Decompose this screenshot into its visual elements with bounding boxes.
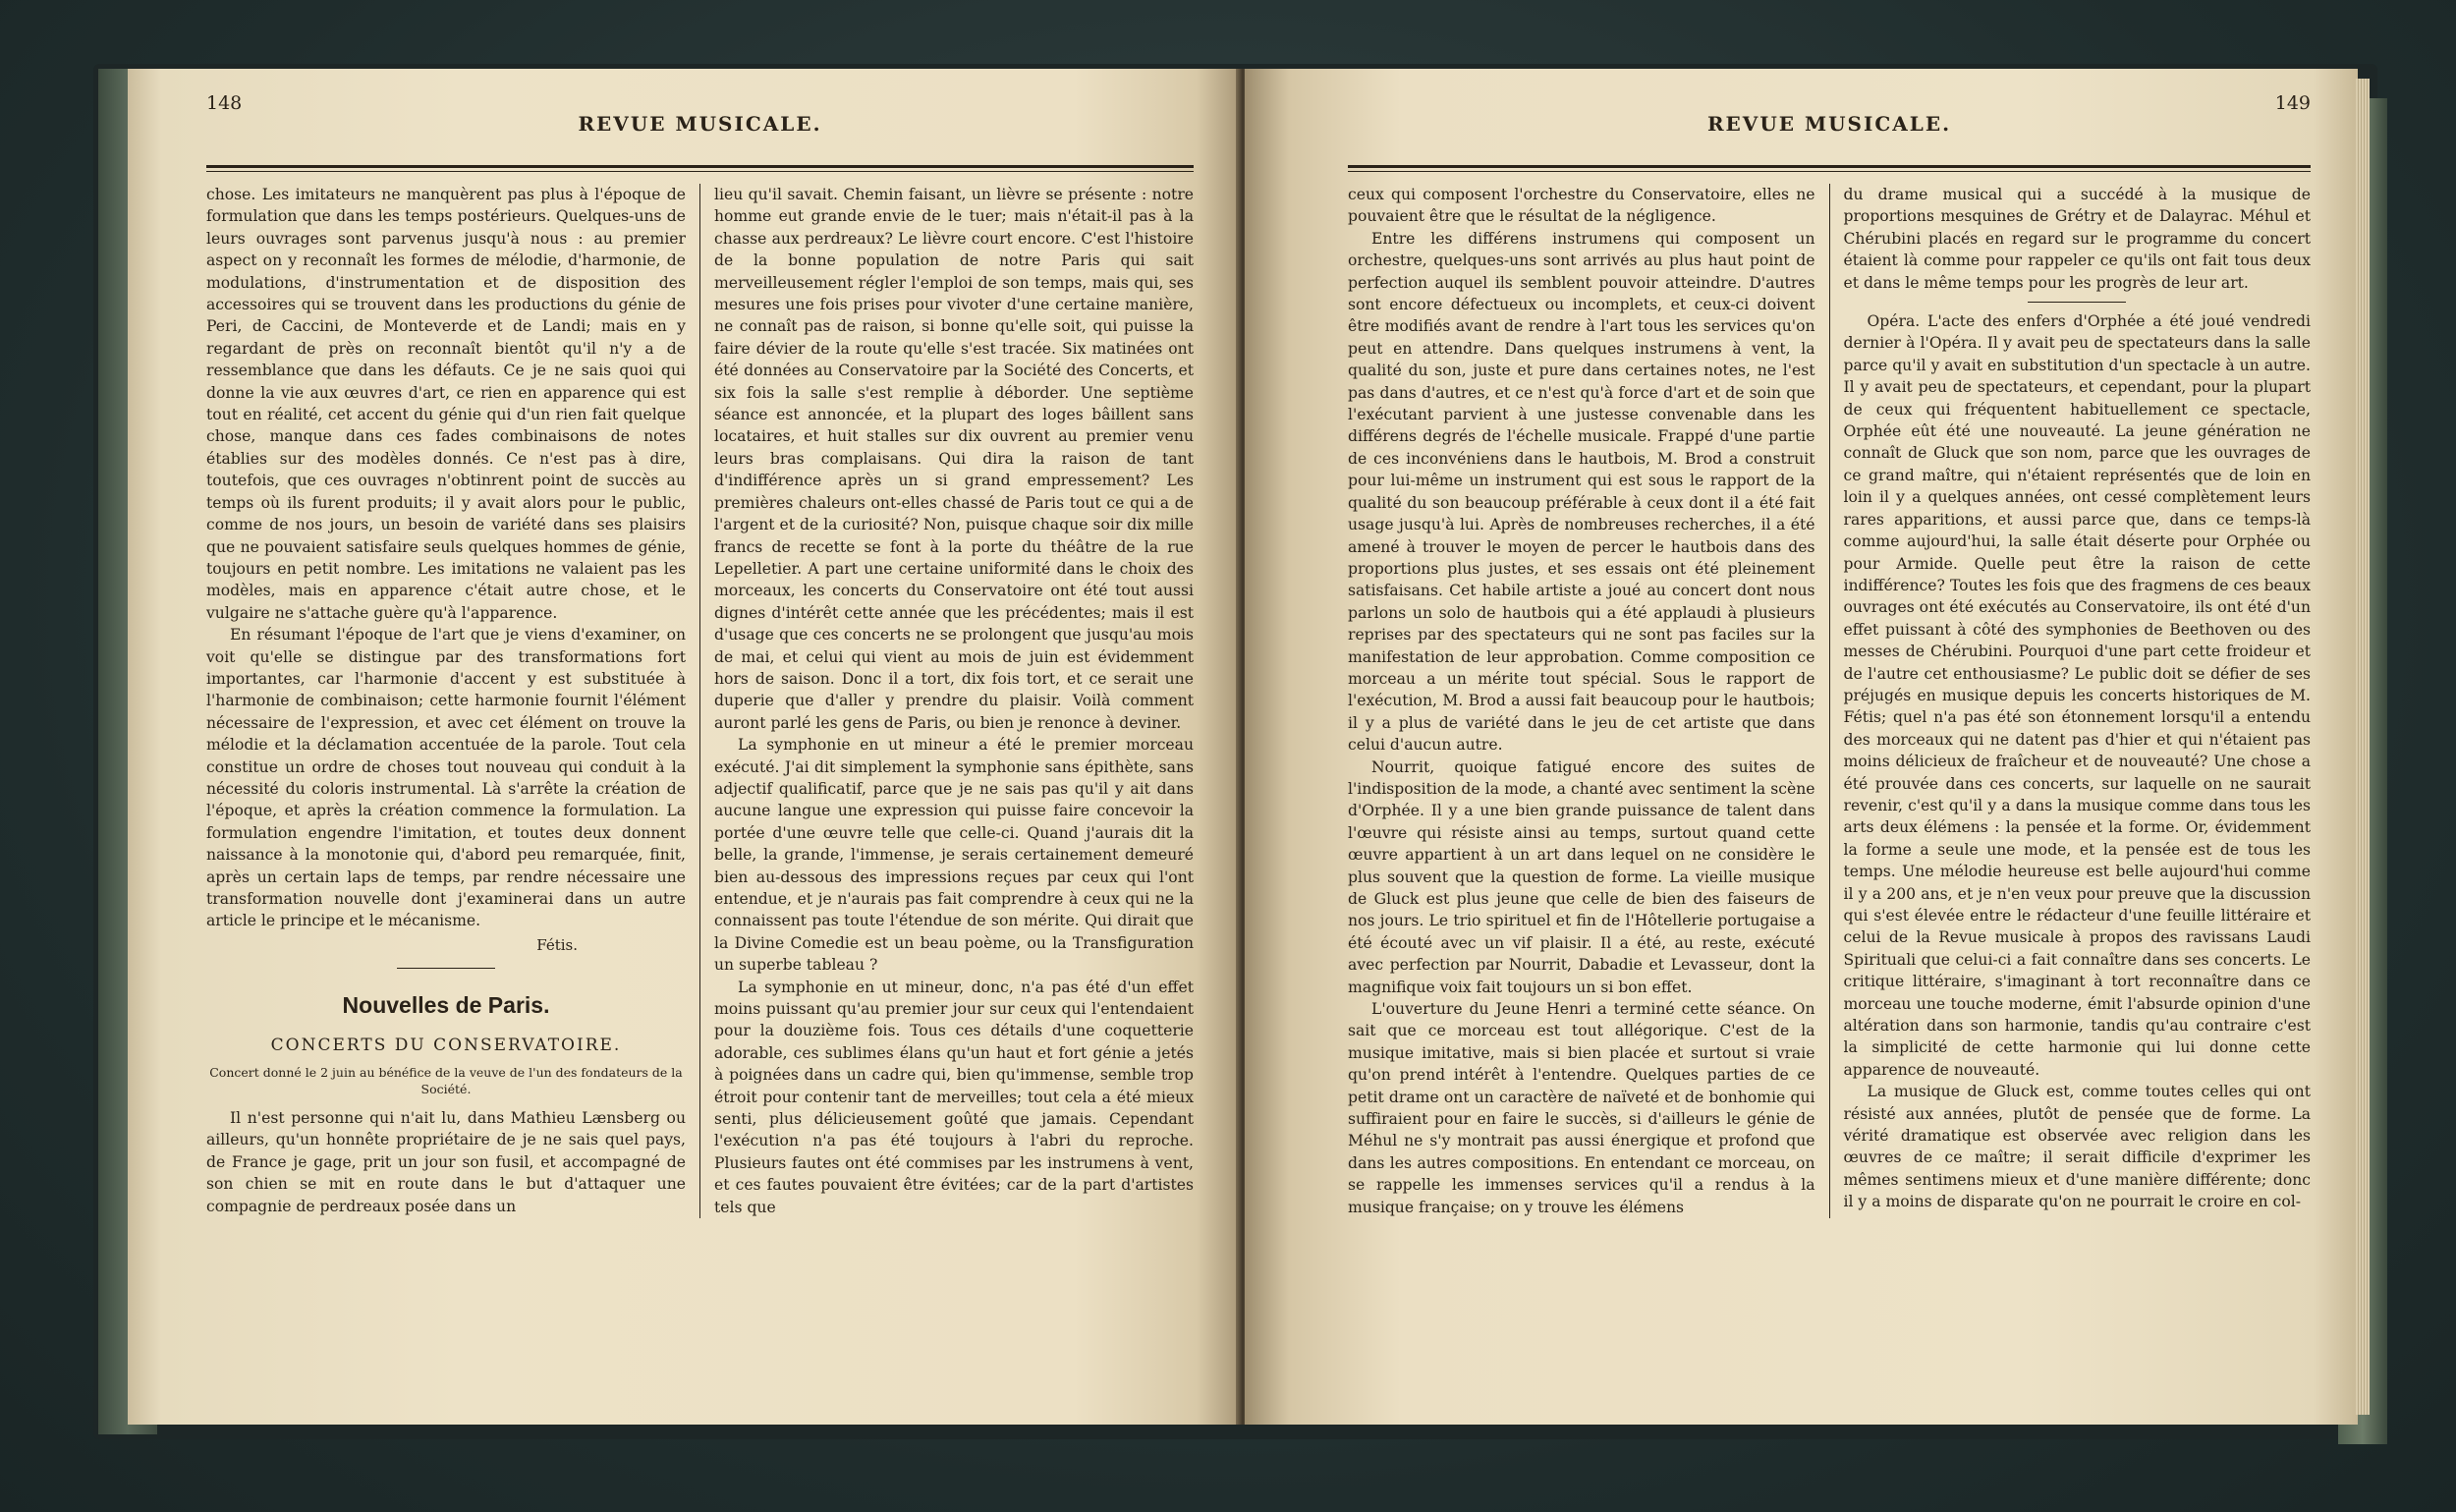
paragraph: La symphonie en ut mineur, donc, n'a pas été d'un effet moins puissant qu'au premier jour sur ceux qui l'entendaient pour la douzième fois. Tous ces détails d'une coquetterie adorable, ces sublimes élans qu'un haut et fort génie a jetés à poignées dans un cadre qui, bien qu'immense, semble trop étroit pour contenir tant de merveilles; tout cela a été mieux senti, plus délicieusement goûté que jamais. Cependant l'exécution n'a pas été toujours à l'abri du reproche. Plusieurs fautes ont été commises par les instrumens à vent, et ces fautes pouvaient être évitées; car de la part d'artistes tels que	[714, 978, 1194, 1216]
paragraph: La symphonie en ut mineur a été le premier morceau exécuté. J'ai dit simplement la symphonie sans épithète, sans adjectif qualificatif, parce que je ne sais pas qu'il y ait dans aucune langue une expression qui puisse faire concevoir la portée d'une œuvre telle que celle-ci. Quand j'aurais dit la belle, la grande, l'immense, je serais certainement demeuré bien au-dessous des impressions reçues par ceux qui l'ont entendue, et je n'aurais pas fait comprendre à ceux qui ne la connaissent pas toute l'étendue de son mérite. Qui dirait que la Divine Comedie est un beau poème, ou la Transfiguration un superbe tableau ?	[714, 736, 1194, 975]
left-page-column-2	[699, 184, 1194, 1218]
paragraph: La musique de Gluck est, comme toutes celles qui ont résisté aux années, plutôt de pensée que de forme. La vérité dramatique est observée avec religion dans les œuvres de ce maître; il serait difficile d'exprimer les mêmes sentimens mieux et d'une manière différente; donc il y a moins de disparate qu'on ne pourrait le croire en col-	[1843, 1083, 2311, 1211]
paragraph: Il n'est personne qui n'ait lu, dans Mathieu Lænsberg ou ailleurs, qu'un honnête propriétaire de je ne sais quel pays, de France je gage, prit un jour son fusil, et accompagné de son chien se mit en route dans le but d'attaquer une compagnie de perdreaux posée dans un	[206, 1109, 686, 1215]
page-edge-stack	[2356, 79, 2370, 1415]
left-header-rule	[206, 165, 1194, 172]
left-page	[128, 69, 1241, 1425]
right-page-number: 149	[2274, 92, 2311, 114]
section-divider	[397, 968, 495, 969]
paragraph: ceux qui composent l'orchestre du Conservatoire, elles ne pouvaient être que le résultat de la négligence.	[1348, 186, 1815, 226]
right-page-column-2	[1829, 184, 2312, 1218]
left-page-column-1	[206, 184, 699, 1218]
section-subtitle: CONCERTS DU CONSERVATOIRE.	[270, 1035, 622, 1055]
left-columns	[206, 184, 1194, 1218]
paragraph: du drame musical qui a succédé à la musique de proportions mesquines de Grétry et de Dalayrac. Méhul et Chérubini placés en regard sur le programme du concert étaient là comme pour rappeler ce qu'ils ont fait tous deux et dans le même temps pour les progrès de leur art.	[1843, 186, 2311, 292]
left-page-number: 148	[206, 92, 243, 114]
paragraph-divider	[2028, 302, 2126, 303]
section-note: Concert donné le 2 juin au bénéfice de la veuve de l'un des fondateurs de la Société.	[209, 1065, 683, 1097]
right-page-header	[1348, 83, 2311, 136]
right-page-column-1	[1348, 184, 1829, 1218]
paragraph: lieu qu'il savait. Chemin faisant, un lièvre se présente : notre homme eut grande envie de le tuer; mais n'était-il pas à la chasse aux perdreaux? Le lièvre court encore. C'est l'histoire de la bonne population de notre Paris qui sait merveilleusement régler l'emploi de son temps, mais qui, ses mesures une fois prises pour vivoter d'une certaine manière, ne connaît pas de raison, si bonne qu'elle soit, qui puisse la faire dévier de la route qu'elle s'est tracée. Six matinées ont été données au Conservatoire par la Société des Concerts, et six fois la salle s'est remplie à déborder. Une septième séance est annoncée, et la plupart des loges bâillent sans locataires, et huit stalles sur dix ouvrent au premier venu leurs bras complaisans. Qui dira la raison de tant d'indifférence après un si grand empressement? Les premières chaleurs ont-elles chassé de Paris tout ce qui a de l'argent et de la curiosité? Non, puisque chaque soir dix mille francs de recette se font à la porte du théâtre de la rue Lepelletier. A part une certaine uniformité dans le choix des morceaux, les concerts du Conservatoire ont été tout aussi dignes d'intérêt cette année que les précédentes; mais il est d'usage que ces concerts ne se prolongent que jusqu'au mois de mai, et celui qui vient au mois de juin est évidemment hors de saison. Donc il a tort, dix fois tort, et ce serait une duperie que d'aller y prendre du plaisir. Voilà comment auront parlé les gens de Paris, ou bien je renonce à deviner.	[714, 186, 1194, 732]
section-title: Nouvelles de Paris.	[342, 992, 550, 1019]
paragraph: Opéra. L'acte des enfers d'Orphée a été joué vendredi dernier à l'Opéra. Il y avait peu de spectateurs dans la salle parce qu'il y avait en substitution d'un spectacle à un autre. Il y avait peu de spectateurs, et cependant, pour la plupart de ceux qui fréquentent habituellement ce spectacle, Orphée eût été une nouveauté. La jeune génération ne connaît de Gluck que son nom, parce que les ouvrages de ce grand maître, qui n'étaient représentés que de loin en loin il y a quelques années, ont cessé complètement leurs rares apparitions, et aussi parce que, dans ce temps-là comme aujourd'hui, la salle était déserte pour Orphée ou pour Armide. Quelle peut être la raison de cette indifférence? Toutes les fois que des fragmens de ces beaux ouvrages ont été exécutés au Conservatoire, ils ont été d'un effet puissant à côté des symphonies de Beethoven ou des messes de Chérubini. Pourquoi d'une part cette froideur et de l'autre cet enthousiasme? Le public doit se défier de ses préjugés en musique depuis les concerts historiques de M. Fétis; quel n'a pas été son étonnement lorsqu'il a entendu des morceaux qui ne datent pas d'hier et qui n'étaient pas moins délicieux de fraîcheur et de nouveauté? Une chose a été prouvée dans ces concerts, sur laquelle on ne saurait revenir, c'est qu'il y a dans la musique comme dans tous les arts deux élémens : la pensée et la forme. Or, évidemment la forme a seule une mode, et la pensée est de tous les temps. Une mélodie heureuse est belle aujourd'hui comme il y a 200 ans, et je n'en veux pour preuve que la discussion qui s'est élevée entre le rédacteur d'une feuille littéraire et celui de la Revue musicale à propos des ravissans Laudi Spirituali que celui-ci a fait connaître dans ses concerts. Le critique littéraire, s'imaginant à tort reconnaître dans ce morceau une touche moderne, émit l'absurde opinion d'une altération dans son harmonie, tandis qu'au contraire c'est la simplicité de cette harmonie qui lui donne cette apparence de nouveauté.	[1843, 312, 2311, 1079]
paragraph: En résumant l'époque de l'art que je viens d'examiner, on voit qu'elle se distingue par des transformations fort importantes, car l'harmonie d'accent y est substituée à l'harmonie de combinaison; cette harmonie fournit l'élément nécessaire de l'expression, et avec cet élément on trouve la mélodie et la déclamation accentuée de la parole. Tout cela constitue un ordre de choses tout nouveau qui conduit à la nécessité du coloris instrumental. Là s'arrête la création de l'époque, et après la création commence la formulation. La formulation engendre l'imitation, et toutes deux donnent naissance à la monotonie qui, d'abord peu remarquée, finit, après un certain laps de temps, par rendre nécessaire une transformation nouvelle dont j'examinerai dans un autre article le principe et le mécanisme.	[206, 626, 686, 930]
right-columns	[1348, 184, 2311, 1218]
left-running-title: REVUE MUSICALE.	[578, 112, 822, 136]
paragraph: Nourrit, quoique fatigué encore des suites de l'indisposition de la mode, a chanté avec sentiment la scène d'Orphée. Il y a une bien grande puissance de talent dans l'œuvre qui résiste ainsi au temps, surtout quand cette œuvre appartient à un art dans lequel on ne considère le plus souvent que la question de forme. La vieille musique de Gluck est plus jeune que celle de bien des faiseurs de nos jours. Le trio spirituel et fin de l'Hôtellerie portugaise a été écouté avec un vif plaisir. Il a été, au reste, exécuté avec perfection par Nourrit, Dabadie et Levasseur, dont la magnifique voix fait toujours un si bon effet.	[1348, 757, 1815, 996]
paragraph: chose. Les imitateurs ne manquèrent pas plus à l'époque de formulation que dans les temps postérieurs. Quelques-uns de leurs ouvrages sont parvenus jusqu'à nous : au premier aspect on y reconnaît les formes de mélodie, d'harmonie, de modulations, d'instrumentation et de disposition des accessoires qui se trouvent dans les productions du génie de Peri, de Caccini, de Monteverde et de Landi; mais en y regardant de près on reconnaît bientôt qu'il n'y a de ressemblance que dans les défauts. Ce je ne sais quoi qui donne la vie aux œuvres d'art, ce rien en apparence qui est tout en réalité, cet accent du génie qui d'un rien fait quelque chose, manque dans ces fades combinaisons de notes établies sur des modèles donnés. Ce n'est pas à dire, toutefois, que ces ouvrages n'obtinrent point de succès au temps où ils furent produits; il y avait alors pour le public, comme de nos jours, un besoin de variété dans ses plaisirs que ne pouvaient satisfaire seuls quelques hommes de génie, toujours en petit nombre. Les imitations ne valaient pas les modèles, mais en apparence c'était autre chose, et le vulgaire ne s'attache guère qu'à l'apparence.	[206, 186, 686, 622]
left-page-header	[206, 83, 1194, 136]
paragraph: L'ouverture du Jeune Henri a terminé cette séance. On sait que ce morceau est tout allégorique. C'est de la musique imitative, mais si bien placée et surtout si vraie qu'on prend intérêt à l'entendre. Quelques parties de ce petit drame ont un caractère de naïveté et de bonhomie qui suffiraient pour en faire le succès, si d'ailleurs le génie de Méhul ne s'y montrait pas aussi énergique et profond que dans les autres compositions. En entendant ce morceau, on se rappelle les immenses services qu'il a rendus à la musique française; on y trouve les élémens	[1348, 1000, 1815, 1216]
right-page	[1245, 69, 2358, 1425]
paragraph: Entre les différens instrumens qui composent un orchestre, quelques-uns sont arrivés au plus haut point de perfection auquel ils semblent pouvoir atteindre. D'autres sont encore défectueux ou incomplets, et ceux-ci doivent être modifiés avant de rendre à l'art tous les services qu'on peut en attendre. Dans quelques instrumens à vent, la qualité du son, juste et pure dans certaines notes, ne l'est pas dans d'autres, et ce n'est qu'à force d'art et de soin que l'exécutant parvient à une justesse convenable dans les différens degrés de l'échelle musicale. Frappé d'une partie de ces inconvéniens dans le hautbois, M. Brod a construit pour lui-même un instrument qui est sous le rapport de la qualité du son beaucoup préférable à ceux dont il a été fait usage jusqu'à lui. Après de nombreuses recherches, il a été amené à trouver le moyen de percer le hautbois dans des proportions plus justes, et ses essais ont été pleinement satisfaisans. Cet habile artiste a joué au concert dont nous parlons un solo de hautbois qui a été applaudi à plusieurs reprises par des spectateurs qui ne sont pas faciles sur la manifestation de leur approbation. Comme composition ce morceau a un mérite tout spécial. Sous le rapport de l'exécution, M. Brod a aussi fait beaucoup pour le hautbois; il y a plus de variété dans le jeu de cet artiste que dans celui d'aucun autre.	[1348, 229, 1815, 755]
author-signature: Fétis.	[536, 935, 578, 954]
right-header-rule	[1348, 165, 2311, 172]
right-running-title: REVUE MUSICALE.	[1706, 112, 1952, 136]
